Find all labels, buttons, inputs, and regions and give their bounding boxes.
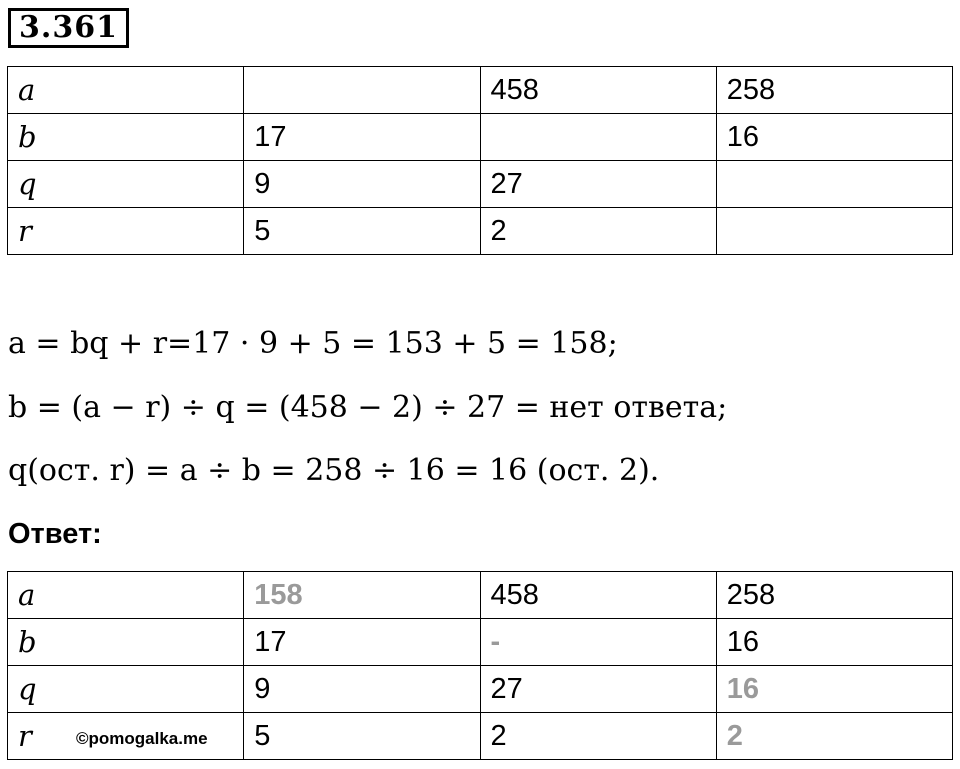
table-cell: 258 [716, 67, 952, 114]
table-cell: 9 [244, 161, 480, 208]
table-cell: 16 [716, 619, 952, 666]
table-cell [480, 114, 716, 161]
var-label-a: a [8, 67, 244, 114]
var-label-q: q [8, 161, 244, 208]
watermark: ©pomogalka.me [76, 729, 208, 748]
table-cell: 17 [244, 619, 480, 666]
equation-a: a = bq + r=17 · 9 + 5 = 153 + 5 = 158; [8, 326, 618, 361]
answer-cell: 16 [716, 666, 952, 713]
var-label-b: b [8, 114, 244, 161]
table-row [8, 619, 953, 666]
table-row [8, 208, 953, 255]
table-row [8, 161, 953, 208]
answer-cell: 2 [716, 713, 952, 760]
table-row [8, 572, 953, 619]
equation-q: q(ост. r) = a ÷ b = 258 ÷ 16 = 16 (ост. 2). [8, 453, 660, 488]
table-row [8, 114, 953, 161]
table-cell [716, 208, 952, 255]
answer-heading: Ответ: [8, 518, 102, 550]
var-label-q: q [8, 666, 244, 713]
table-cell [244, 67, 480, 114]
var-label-a: a [8, 572, 244, 619]
var-label-b: b [8, 619, 244, 666]
table-cell: 27 [480, 161, 716, 208]
table-cell: 17 [244, 114, 480, 161]
table-cell: 5 [244, 208, 480, 255]
table-cell: 458 [480, 67, 716, 114]
var-label-r: r [8, 713, 244, 760]
task-number: 3.361 [8, 8, 129, 48]
table-cell: 27 [480, 666, 716, 713]
answer-cell: 158 [244, 572, 480, 619]
table-row [8, 666, 953, 713]
table-row [8, 67, 953, 114]
table-cell [716, 161, 952, 208]
table-cell: 5 [244, 713, 480, 760]
table-cell: 9 [244, 666, 480, 713]
table-cell: 2 [480, 713, 716, 760]
problem-table [7, 66, 953, 255]
equation-b: b = (a − r) ÷ q = (458 − 2) ÷ 27 = нет ответа; [8, 390, 728, 425]
answer-cell: - [480, 619, 716, 666]
table-cell: 2 [480, 208, 716, 255]
table-cell: 458 [480, 572, 716, 619]
table-cell: 16 [716, 114, 952, 161]
table-cell: 258 [716, 572, 952, 619]
var-label-r: r [8, 208, 244, 255]
